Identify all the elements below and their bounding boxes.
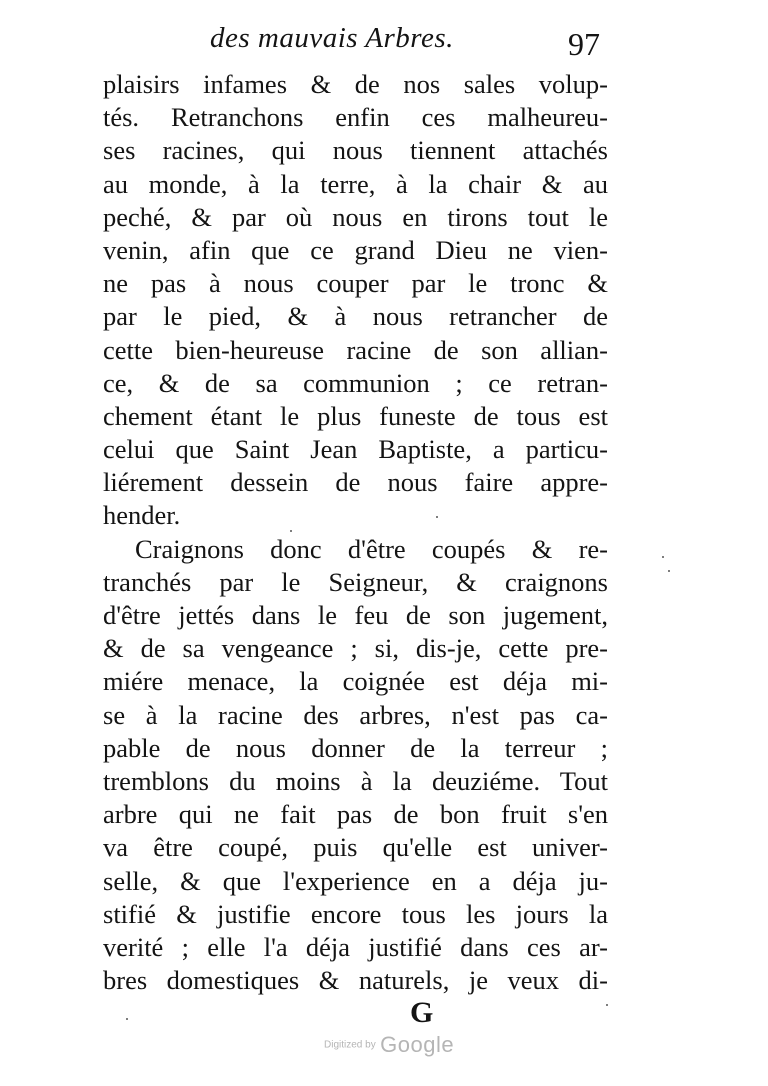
text-line: ce, & de sa communion ; ce retran-: [103, 367, 608, 398]
running-head: des mauvais Arbres.: [210, 22, 454, 54]
text-line: liérement dessein de nous faire appre-: [103, 467, 608, 498]
text-line: cette bien-heureuse racine de son allian-: [103, 334, 608, 365]
google-logo: Google: [380, 1032, 455, 1057]
text-line: peché, & par où nous en tirons tout le: [103, 201, 608, 232]
scan-speck: [126, 1018, 128, 1020]
digitized-watermark: [324, 1032, 454, 1058]
text-line: tés. Retranchons enfin ces malheureu-: [103, 102, 608, 133]
page-number: 97: [568, 26, 600, 62]
text-line: verité ; elle l'a déja justifié dans ces ar-: [103, 931, 608, 962]
text-line: au monde, à la terre, à la chair & au: [103, 168, 608, 199]
text-line: bres domestiques & naturels, je veux di-: [103, 965, 608, 996]
digitized-label: Digitized by: [324, 1039, 376, 1051]
text-line: se à la racine des arbres, n'est pas ca-: [103, 699, 608, 730]
text-line: arbre qui ne fait pas de bon fruit s'en: [103, 799, 608, 830]
text-line: plaisirs infames & de nos sales volup-: [103, 69, 608, 99]
scan-speck: [436, 516, 438, 518]
text-line: venin, afin que ce grand Dieu ne vien-: [103, 234, 608, 265]
text-line: & de sa vengeance ; si, dis-je, cette pre-: [103, 633, 608, 664]
signature-mark: G: [410, 996, 434, 1029]
text-line: tranchés par le Seigneur, & craignons: [103, 566, 608, 597]
text-line: selle, & que l'experience en a déja ju-: [103, 865, 608, 896]
text-line: hender.: [103, 500, 181, 531]
text-line: chement étant le plus funeste de tous est: [103, 400, 608, 431]
text-line: celui que Saint Jean Baptiste, a particu-: [103, 434, 608, 465]
text-line: ses racines, qui nous tiennent attachés: [103, 135, 608, 166]
text-line: par le pied, & à nous retrancher de: [103, 301, 608, 332]
paragraph-start-line: Craignons donc d'être coupés & re-: [135, 533, 608, 564]
text-line: miére menace, la coignée est déja mi-: [103, 666, 608, 697]
text-line: ne pas à nous couper par le tronc &: [103, 268, 608, 299]
scan-speck: [606, 1004, 608, 1006]
body-text: [103, 68, 608, 997]
scan-speck: [662, 556, 664, 558]
text-line: stifié & justifie encore tous les jours la: [103, 898, 608, 929]
scan-speck: [290, 530, 292, 532]
scan-speck: [668, 570, 670, 572]
text-line: tremblons du moins à la deuziéme. Tout: [103, 765, 608, 796]
text-line: va être coupé, puis qu'elle est univer-: [103, 832, 608, 863]
text-line: pable de nous donner de la terreur ;: [103, 732, 608, 763]
text-line: d'être jettés dans le feu de son jugement,: [103, 600, 608, 630]
